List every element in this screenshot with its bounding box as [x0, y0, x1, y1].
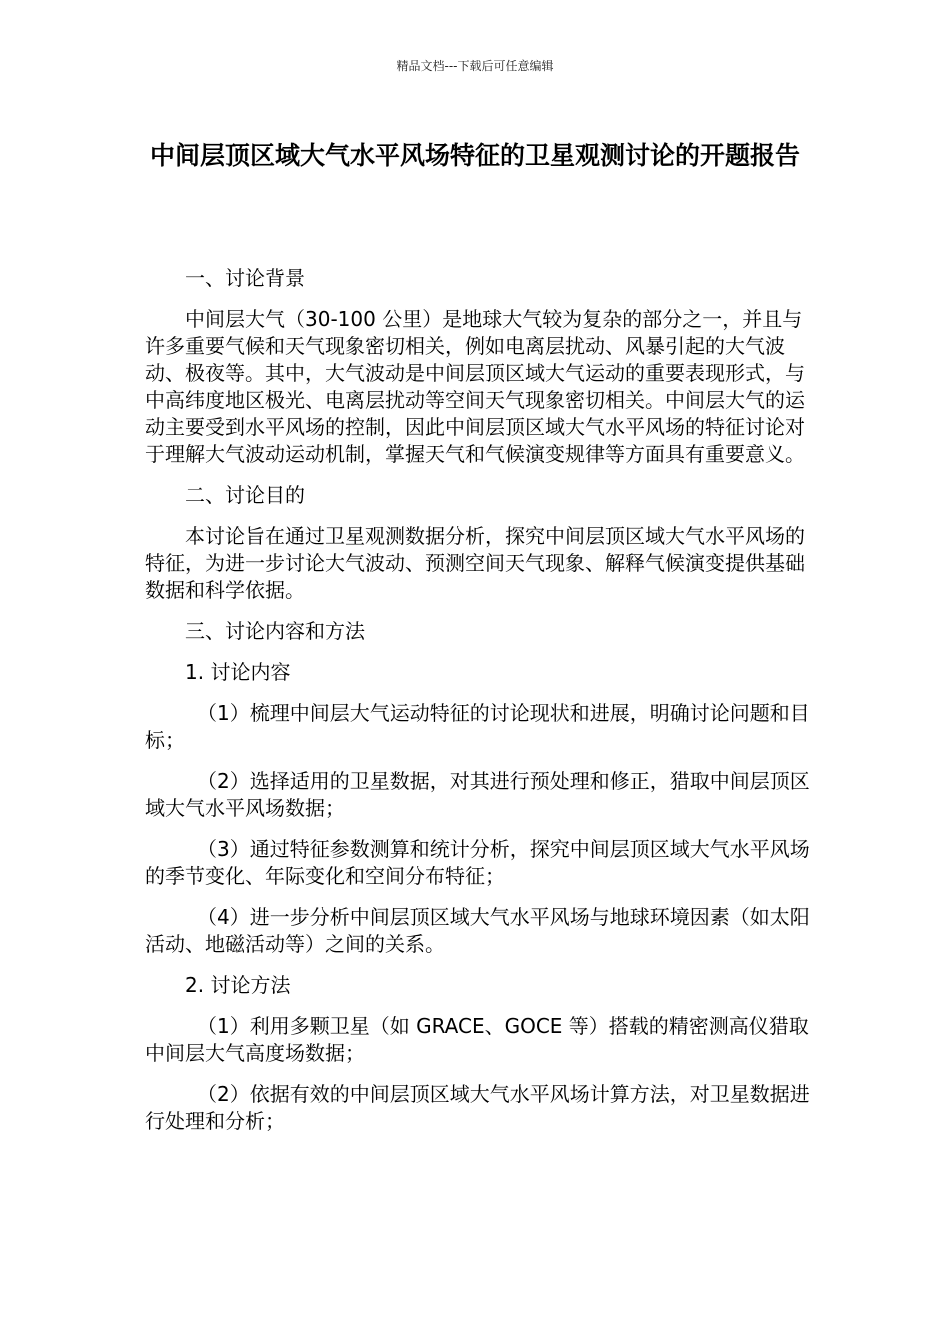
- subsection-heading-methods: 2. 讨论方法: [185, 973, 291, 997]
- list-item: （3）通过特征参数测算和统计分析，探究中间层顶区域大气水平风场的季节变化、年际变化和空间分布特征；: [145, 837, 810, 888]
- list-item: （4）进一步分析中间层顶区域大气水平风场与地球环境因素（如太阳活动、地磁活动等）之间的关系。: [145, 905, 810, 956]
- document-body: [145, 265, 810, 1149]
- section-heading-content-methods: 三、讨论内容和方法: [185, 619, 365, 643]
- subsection-heading-content: 1. 讨论内容: [185, 660, 291, 684]
- section-heading-purpose: 二、讨论目的: [185, 483, 305, 507]
- section-heading-background: 一、讨论背景: [185, 266, 305, 290]
- list-item: （2）选择适用的卫星数据，对其进行预处理和修正，猎取中间层顶区域大气水平风场数据；: [145, 769, 810, 820]
- page-header: 精品文档---下载后可任意编辑: [396, 59, 554, 73]
- list-item: （2）依据有效的中间层顶区域大气水平风场计算方法，对卫星数据进行处理和分析；: [145, 1082, 810, 1133]
- list-item: （1）利用多颗卫星（如 GRACE、GOCE 等）搭载的精密测高仪猎取中间层大气高度场数据；: [145, 1014, 809, 1065]
- paragraph-purpose: 本讨论旨在通过卫星观测数据分析，探究中间层顶区域大气水平风场的特征，为进一步讨论大气波动、预测空间天气现象、解释气候演变提供基础数据和科学依据。: [145, 524, 805, 602]
- paragraph-background: 中间层大气（30-100 公里）是地球大气较为复杂的部分之一，并且与许多重要气候和天气现象密切相关，例如电离层扰动、风暴引起的大气波动、极夜等。其中，大气波动是中间层顶区域大气运动的重要表现形式，与中高纬度地区极光、电离层扰动等空间天气现象密切相关。中间层大气的运动主要受到水平风场的控制，因此中间层顶区域大气水平风场的特征讨论对于理解大气波动运动机制，掌握天气和气候演变规律等方面具有重要意义。: [145, 307, 805, 466]
- document-title: 中间层顶区域大气水平风场特征的卫星观测讨论的开题报告: [149, 141, 800, 170]
- list-item: （1）梳理中间层大气运动特征的讨论现状和进展，明确讨论问题和目标；: [145, 701, 810, 752]
